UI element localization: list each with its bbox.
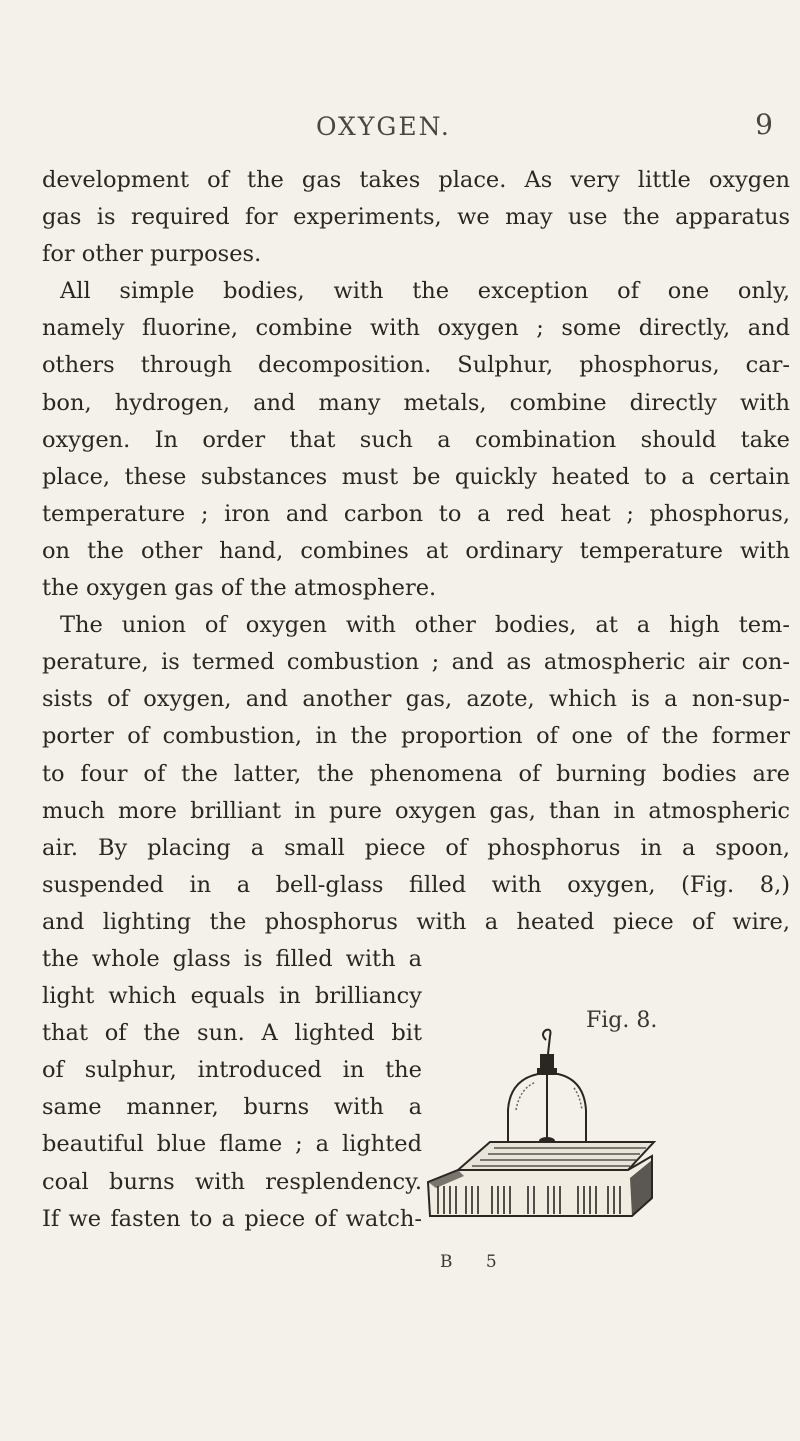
text-line: suspended in a bell-glass filled with oxygen, (Fig. 8,) (42, 871, 790, 898)
text-line: bon, hydrogen, and many metals, combine directly with (42, 389, 790, 416)
text-line: and lighting the phosphorus with a heated piece of wire, (42, 908, 790, 935)
text-line: much more brilliant in pure oxygen gas, than in atmospheric (42, 797, 790, 824)
text-line: porter of combustion, in the proportion of one of the former (42, 723, 790, 750)
text-line: coal burns with resplendency. (42, 1168, 422, 1195)
text-line: perature, is termed combustion ; and as atmospheric air con- (42, 649, 790, 676)
text-line: light which equals in brilliancy (42, 983, 422, 1010)
text-line: oxygen. In order that such a combination should take (42, 426, 790, 453)
text-line: namely fluorine, combine with oxygen ; some directly, and (42, 315, 790, 342)
figure-caption: Fig. 8. (586, 1008, 658, 1033)
text-line: beautiful blue flame ; a lighted (42, 1131, 422, 1158)
text-line: If we fasten to a piece of watch- (42, 1205, 422, 1232)
running-head: OXYGEN. (316, 112, 451, 141)
text-line: the oxygen gas of the atmosphere. (42, 575, 437, 602)
text-line: air. By placing a small piece of phosphorus in a spoon, (42, 834, 790, 861)
text-line: temperature ; iron and carbon to a red heat ; phosphorus, (42, 500, 790, 527)
text-line: sists of oxygen, and another gas, azote, which is a non-sup- (42, 686, 790, 713)
text-line: gas is required for experiments, we may use the apparatus (42, 204, 790, 231)
page-header (0, 108, 800, 152)
text-line: All simple bodies, with the exception of one only, (60, 278, 790, 305)
text-line: place, these substances must be quickly heated to a certain (42, 463, 790, 490)
text-line: that of the sun. A lighted bit (42, 1020, 422, 1047)
text-line: others through decomposition. Sulphur, phosphorus, car- (42, 352, 790, 379)
text-line: development of the gas takes place. As very little oxygen (42, 167, 790, 193)
text-line: The union of oxygen with other bodies, at a high tem- (60, 612, 790, 639)
text-line: for other purposes. (42, 241, 262, 268)
text-line: on the other hand, combines at ordinary temperature with (42, 537, 790, 564)
page-number: 9 (755, 108, 773, 141)
text-line: the whole glass is filled with a (42, 945, 422, 972)
text-line: same manner, burns with a (42, 1094, 422, 1121)
text-line: of sulphur, introduced in the (42, 1057, 422, 1084)
bell-glass-illustration (408, 1010, 658, 1230)
signature-mark: B 5 (440, 1252, 511, 1272)
text-line: to four of the latter, the phenomena of burning bodies are (42, 760, 790, 787)
